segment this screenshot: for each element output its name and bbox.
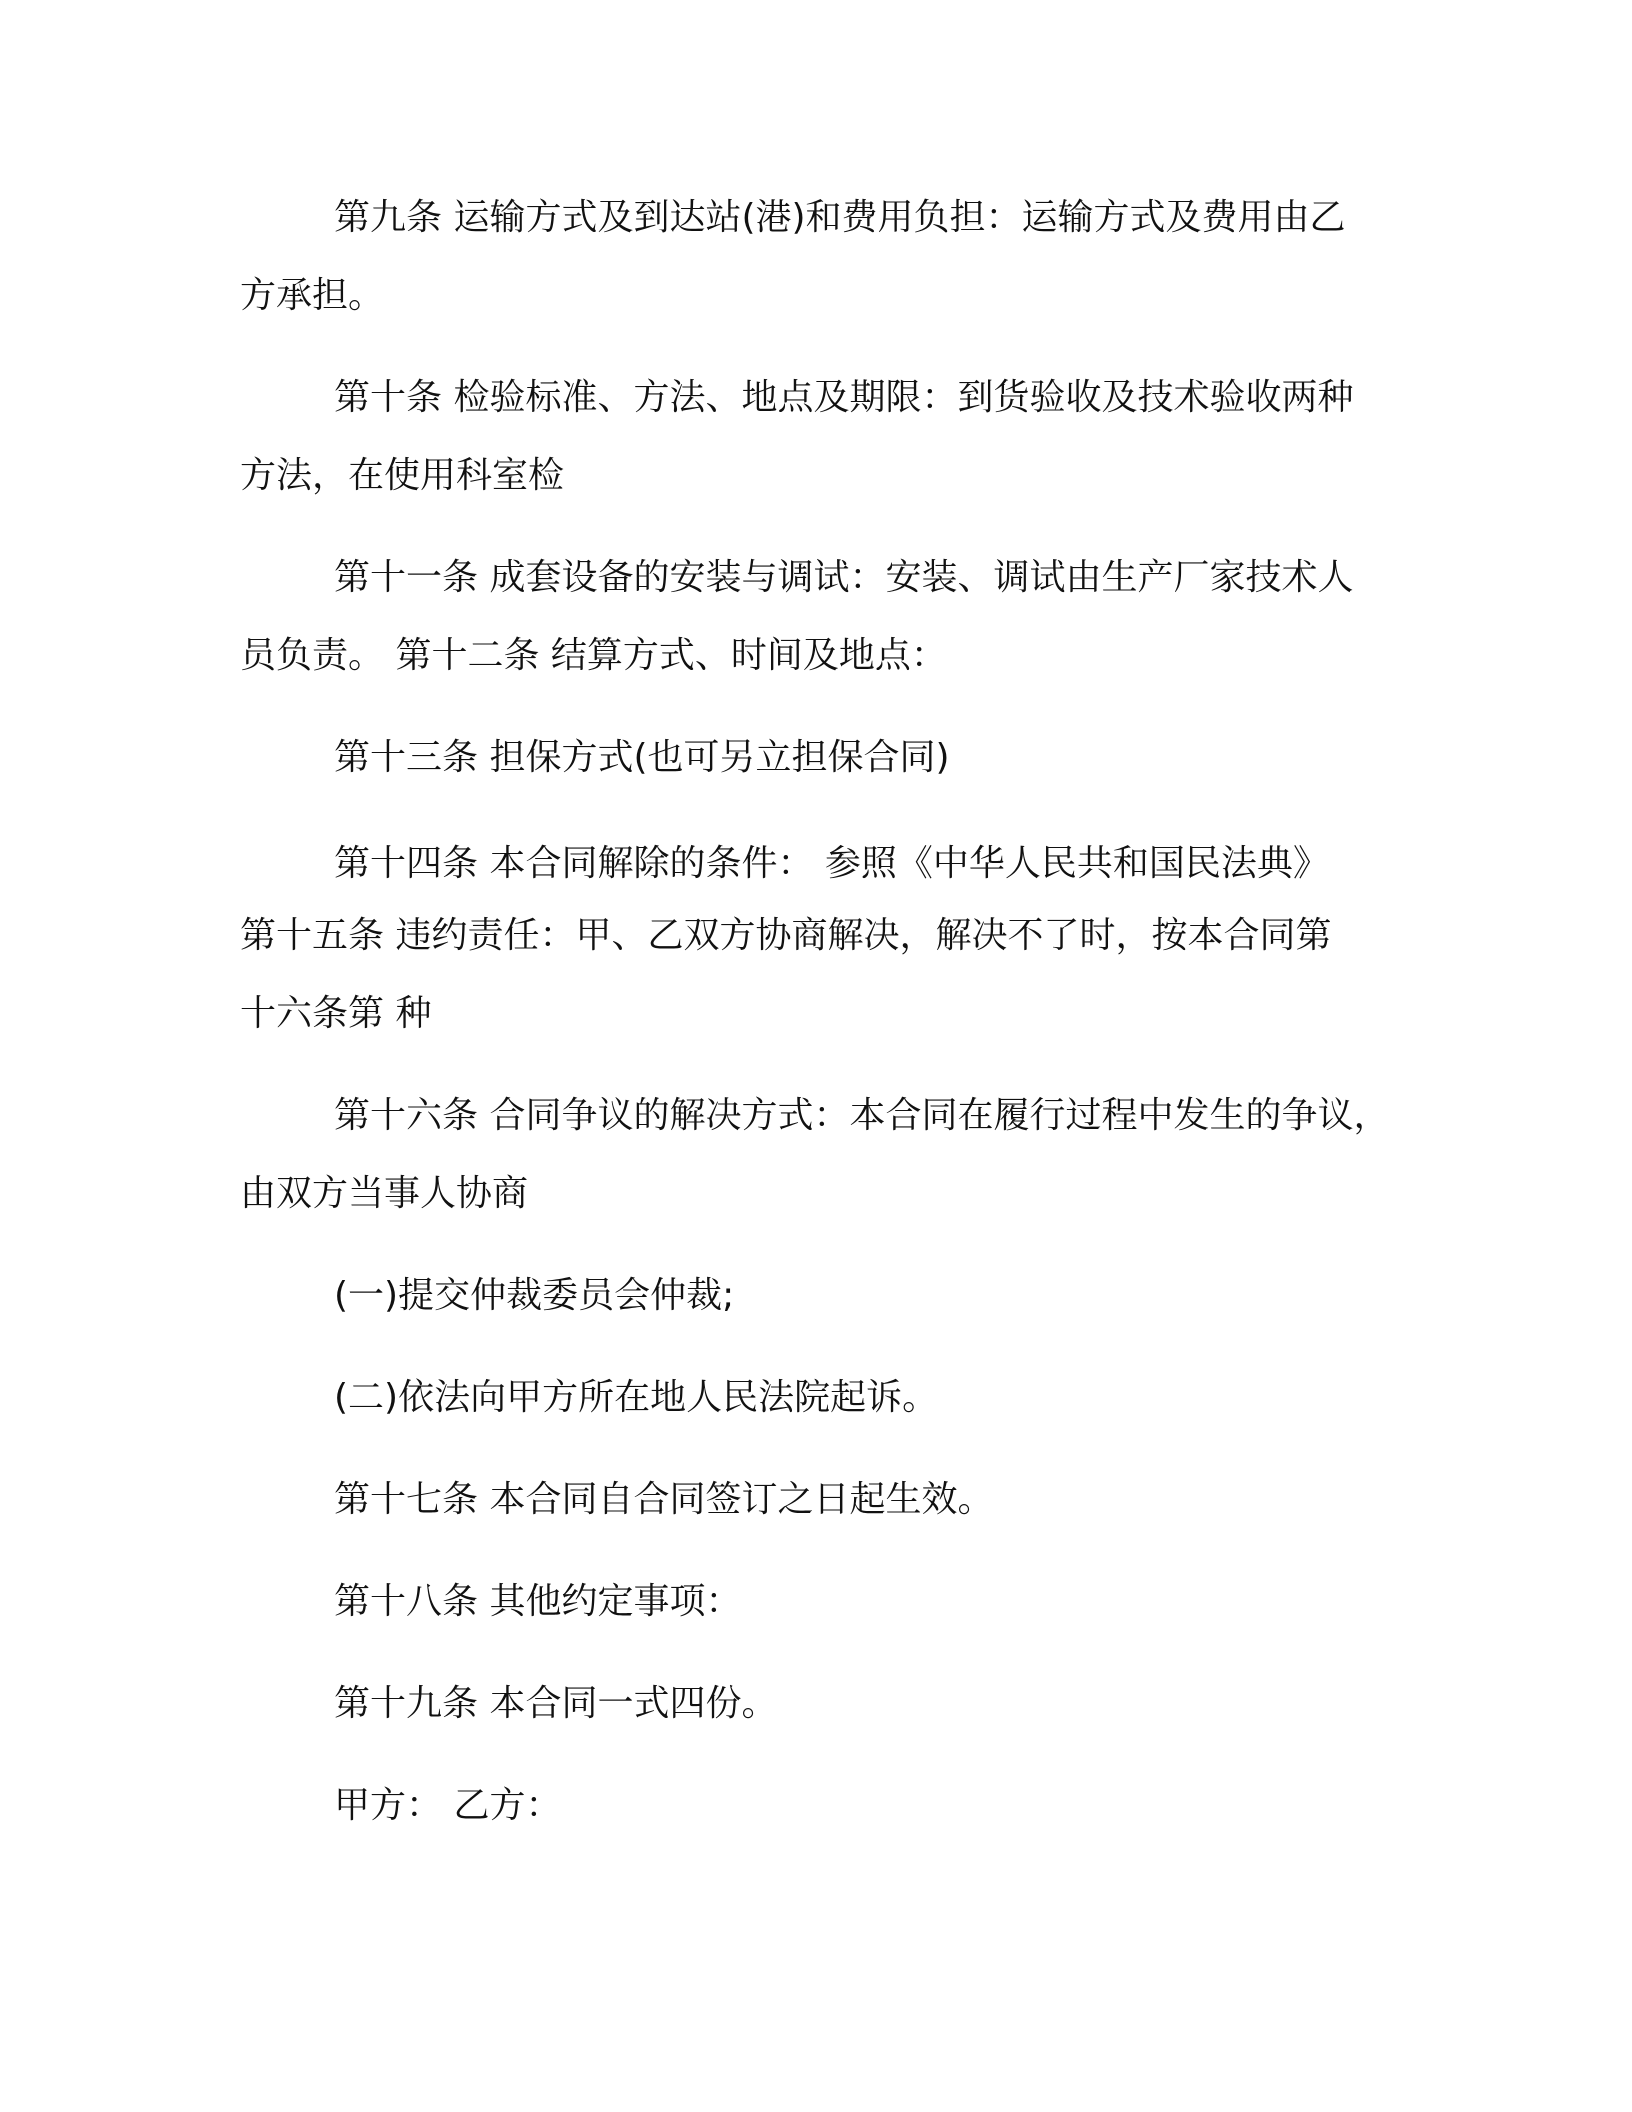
parties-signature-line: 甲方： 乙方： (334, 1785, 562, 1826)
article-15-line-1: 第十五条 违约责任：甲、乙双方协商解决，解决不了时，按本合同第 (240, 915, 1332, 956)
article-18-line: 第十八条 其他约定事项： (334, 1581, 742, 1622)
article-10-line-1: 第十条 检验标准、方法、地点及期限：到货验收及技术验收两种 (334, 377, 1354, 418)
article-17-line: 第十七条 本合同自合同签订之日起生效。 (334, 1479, 994, 1520)
article-10-line-2: 方法，在使用科室检 (240, 455, 565, 496)
dispute-option-2: (二)依法向甲方所在地人民法院起诉。 (334, 1377, 939, 1418)
article-15-line-2: 十六条第 种 (240, 993, 432, 1034)
dispute-option-1: (一)提交仲裁委员会仲裁; (334, 1275, 735, 1316)
article-9-line-2: 方承担。 (240, 275, 385, 316)
article-16-line-1: 第十六条 合同争议的解决方式：本合同在履行过程中发生的争议， (334, 1095, 1390, 1136)
article-14-line: 第十四条 本合同解除的条件： 参照《中华人民共和国民法典》 (334, 843, 1329, 884)
article-19-line: 第十九条 本合同一式四份。 (334, 1683, 778, 1724)
article-11-12-line-2: 员负责。 第十二条 结算方式、时间及地点： (240, 635, 947, 676)
article-13-line: 第十三条 担保方式(也可另立担保合同) (334, 737, 950, 778)
article-9-line-1: 第九条 运输方式及到达站(港)和费用负担：运输方式及费用由乙 (334, 197, 1346, 238)
article-11-line-1: 第十一条 成套设备的安装与调试：安装、调试由生产厂家技术人 (334, 557, 1354, 598)
article-16-line-2: 由双方当事人协商 (240, 1173, 529, 1214)
